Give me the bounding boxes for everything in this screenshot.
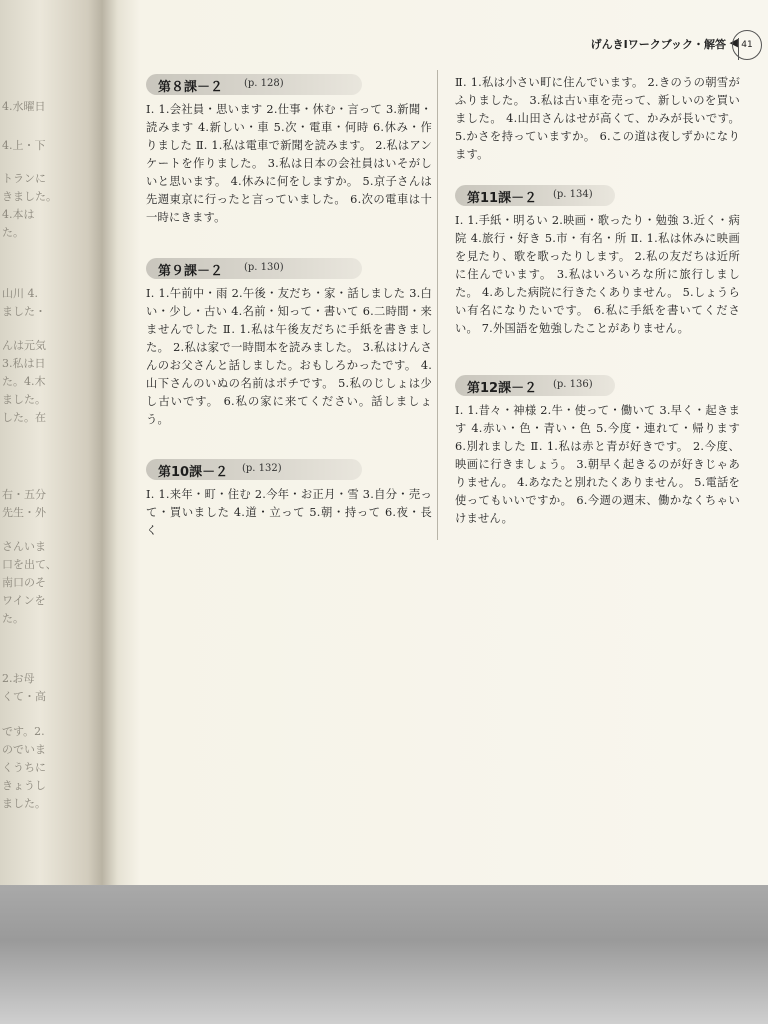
lesson-8-section <box>146 74 432 227</box>
left-fragment: のでいま <box>2 743 46 756</box>
section-heading <box>455 185 615 206</box>
scanner-background <box>0 885 768 1024</box>
header-title: げんきⅠワークブック・解答 <box>590 38 726 51</box>
section-heading <box>455 375 615 396</box>
page-reference: (p. 136) <box>553 379 593 390</box>
section-title: 第12課－２ <box>467 381 538 396</box>
answer-text: Ⅰ. 1.会社員・思います 2.仕事・休む・言って 3.新聞・読みます 4.新しい・車 5.次・電車・何時 6.休み・作りました Ⅱ. 1.私は電車で新聞を読みます。 2.私はアンケートを作りました。 3.私は日本の会社員はいそがしいと思います。 4.休みに何をしますか。 5.京子さんは先週東京に行ったと言っていました。 6.次の電車は十一時にきます。 <box>146 103 432 224</box>
answer-text: Ⅱ. 1.私は小さい町に住んでいます。 2.きのうの朝雪がふりました。 3.私は古い車を売って、新しいのを買いました。 4.山田さんはせが高くて、かみが長いです。 5.かさを持っていますか。 6.この道は夜しずかになります。 <box>455 76 740 161</box>
answer-text: Ⅰ. 1.昔々・神様 2.牛・使って・働いて 3.早く・起きます 4.赤い・色・青い・色 5.今度・連れて・帰ります 6.別れました Ⅱ. 1.私は赤と青が好きです。 2.今度、映画に行きましょう。 3.朝早く起きるのが好きじゃありません。 4.あなたと別れたくありません。 5.電話を使ってもいいですか。 6.今週の週末、働かなくちゃいけません。 <box>455 404 740 525</box>
left-fragment: です。2. <box>2 725 45 738</box>
left-fragment: くて・高 <box>2 690 46 703</box>
left-fragment: た。 <box>2 226 24 239</box>
section-title: 第９課－２ <box>158 264 224 279</box>
left-fragment: 4.水曜日 <box>2 100 46 113</box>
left-fragment: 3.私は日 <box>2 357 46 370</box>
left-fragment: 4.本は <box>2 208 35 221</box>
lesson-11-section <box>455 185 740 338</box>
left-fragment: 先生・外 <box>2 506 46 519</box>
lesson-10-section <box>146 459 432 540</box>
left-page-edge <box>0 0 100 888</box>
left-fragment: 4.上・下 <box>2 139 46 152</box>
left-fragment: きました。 <box>2 190 57 203</box>
left-fragment: した。在 <box>2 411 46 424</box>
header-divider <box>738 38 739 60</box>
page-reference: (p. 132) <box>242 463 282 474</box>
page-reference: (p. 134) <box>553 189 593 200</box>
left-fragment: ました・ <box>2 305 46 318</box>
left-fragment: 南口のそ <box>2 576 46 589</box>
left-fragment: きょうし <box>2 779 46 792</box>
lesson-12-section <box>455 375 740 528</box>
page-header <box>560 30 768 60</box>
lesson-10-continued <box>455 74 740 164</box>
left-fragment: 口を出て、 <box>2 558 57 571</box>
section-title: 第11課－２ <box>467 191 538 206</box>
section-heading <box>146 74 362 95</box>
triangle-left-icon: ◀ <box>729 36 738 49</box>
section-title: 第８課－２ <box>158 80 224 95</box>
lesson-9-section <box>146 258 432 429</box>
answer-text: Ⅰ. 1.手紙・明るい 2.映画・歌ったり・勉強 3.近く・病院 4.旅行・好き 5.市・有名・所 Ⅱ. 1.私は休みに映画を見たり、歌を歌ったりします。 2.私の友だちは近所に住んでいます。 3.私はいろいろな所に旅行しました。 4.あした病院に行きたくありません。 5.しょうらい有名になりたいです。 6.私に手紙を書いてください。 7.外国語を勉強したことがありません。 <box>455 214 740 335</box>
left-fragment: トランに <box>2 172 46 185</box>
section-heading <box>146 459 362 480</box>
left-fragment: 2.お母 <box>2 672 35 685</box>
left-fragment: ました。 <box>2 797 46 810</box>
section-title: 第10課－２ <box>158 465 229 480</box>
left-fragment: た。 <box>2 612 24 625</box>
left-fragment: さんいま <box>2 540 46 553</box>
page-reference: (p. 130) <box>244 262 284 273</box>
left-fragment: ました。 <box>2 393 46 406</box>
left-fragment: た。4.木 <box>2 375 46 388</box>
page-number: 41 <box>732 30 762 60</box>
answer-text: Ⅰ. 1.午前中・雨 2.午後・友だち・家・話しました 3.白い・少し・古い 4.名前・知って・書いて 6.二時間・来ませんでした Ⅱ. 1.私は午後友だちに手紙を書きました。 2.私は家で一時間本を読みました。 3.私はけんさんのお父さんと話しました。おもしろかったです。 4.山下さんのいぬの名前はポチです。 5.私のじしょは少し古いです。 6.私の家に来てください。話しましょう。 <box>146 287 432 426</box>
left-fragment: んは元気 <box>2 339 46 352</box>
left-fragment: 山川 4. <box>2 287 38 300</box>
page-reference: (p. 128) <box>244 78 284 89</box>
left-fragment: くうちに <box>2 761 46 774</box>
answer-text: Ⅰ. 1.来年・町・住む 2.今年・お正月・雪 3.自分・売って・買いました 4.道・立って 5.朝・持って 6.夜・長く <box>146 488 432 537</box>
left-fragment: ワインを <box>2 594 46 607</box>
section-heading <box>146 258 362 279</box>
column-divider <box>437 70 438 540</box>
left-fragment: 右・五分 <box>2 488 46 501</box>
